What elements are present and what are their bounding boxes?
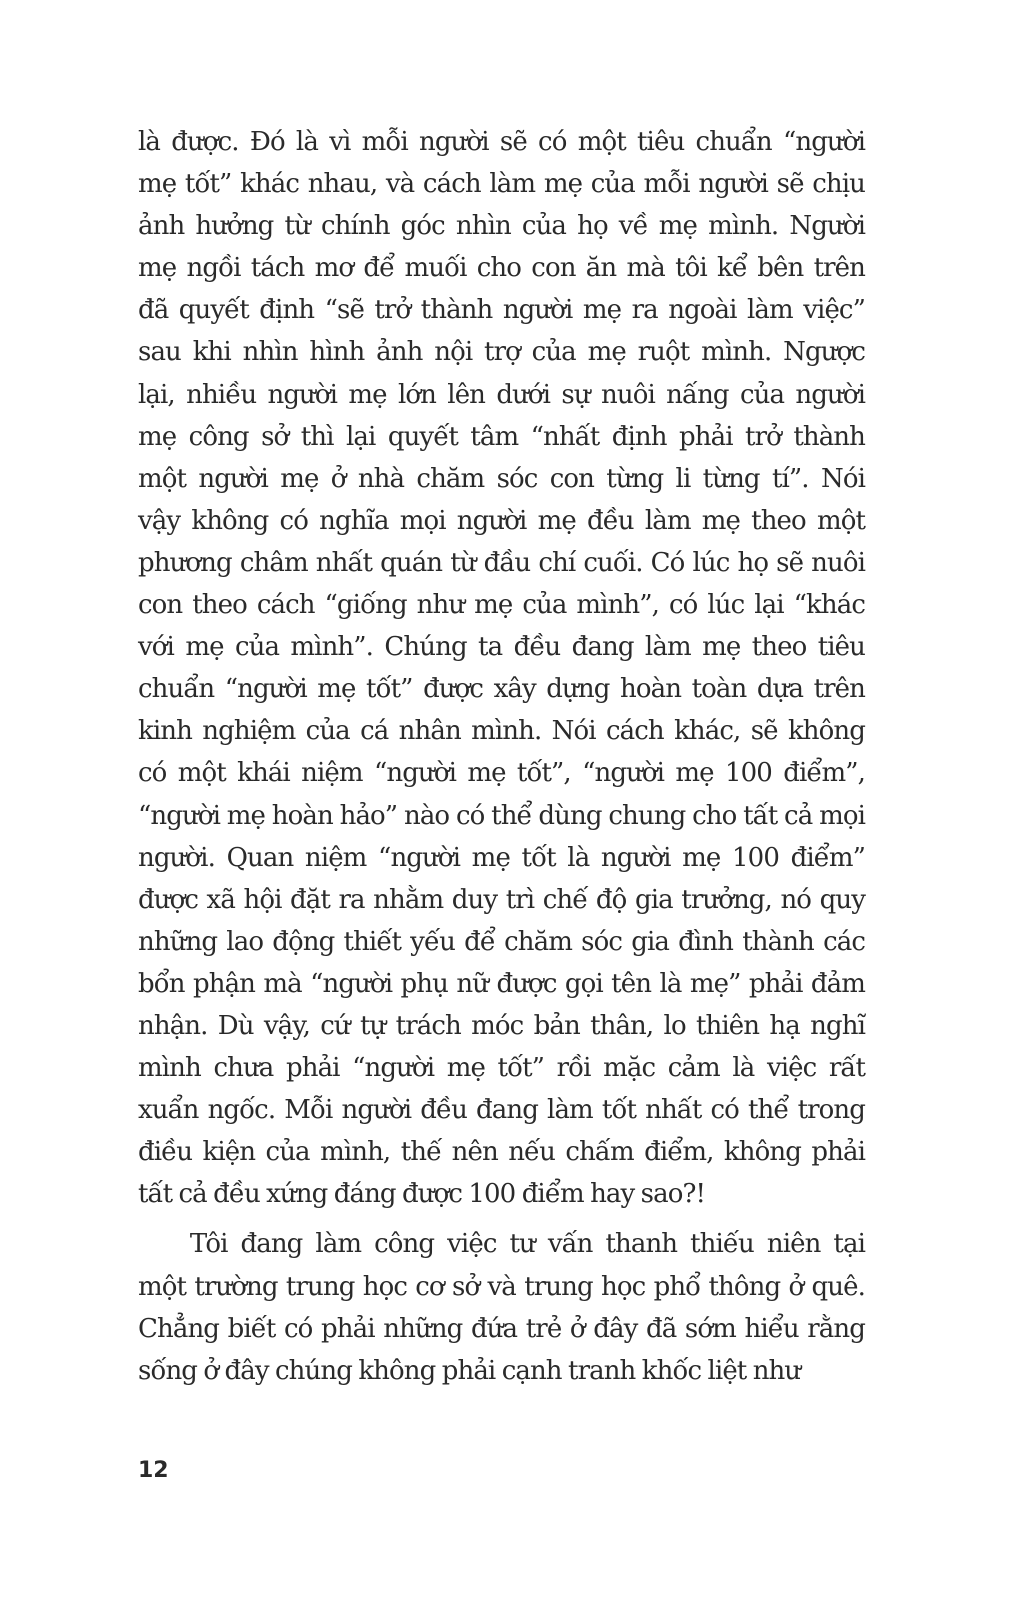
- text-line: một người mẹ ở nhà chăm sóc con từng li từng tí”. Nói: [138, 463, 865, 494]
- text-line: là được. Đó là vì mỗi người sẽ có một tiêu chuẩn “người: [138, 127, 865, 157]
- text-line: mình chưa phải “người mẹ tốt” rồi mặc cảm là việc rất: [138, 1053, 865, 1084]
- body-text: [138, 121, 865, 1392]
- text-line: mẹ tốt” khác nhau, và cách làm mẹ của mỗi người sẽ chịu: [138, 169, 865, 200]
- text-line: điều kiện của mình, thế nên nếu chấm điểm, không phải: [138, 1137, 865, 1168]
- text-line: sống ở đây chúng không phải cạnh tranh khốc liệt như: [138, 1355, 801, 1386]
- text-line: chuẩn “người mẹ tốt” được xây dựng hoàn toàn dựa trên: [138, 674, 865, 705]
- text-line: lại, nhiều người mẹ lớn lên dưới sự nuôi nấng của người: [138, 379, 865, 410]
- page-number: 12: [138, 1458, 169, 1483]
- text-line: Chẳng biết có phải những đứa trẻ ở đây đã sớm hiểu rằng: [138, 1313, 865, 1344]
- text-line: những lao động thiết yếu để chăm sóc gia đình thành các: [138, 926, 865, 957]
- text-line: Tôi đang làm công việc tư vấn thanh thiếu niên tại: [138, 1229, 865, 1260]
- text-line: với mẹ của mình”. Chúng ta đều đang làm mẹ theo tiêu: [138, 632, 865, 663]
- text-line: kinh nghiệm của cá nhân mình. Nói cách khác, sẽ không: [138, 716, 865, 747]
- text-line: bổn phận mà “người phụ nữ được gọi tên là mẹ” phải đảm: [138, 968, 865, 999]
- text-line: mẹ công sở thì lại quyết tâm “nhất định phải trở thành: [138, 421, 865, 452]
- text-line: tất cả đều xứng đáng được 100 điểm hay sao?!: [138, 1179, 706, 1210]
- text-line: sau khi nhìn hình ảnh nội trợ của mẹ ruột mình. Ngược: [138, 337, 865, 368]
- text-line: phương châm nhất quán từ đầu chí cuối. Có lúc họ sẽ nuôi: [138, 547, 865, 578]
- text-line: ảnh hưởng từ chính góc nhìn của họ về mẹ mình. Người: [138, 211, 865, 242]
- text-line: người. Quan niệm “người mẹ tốt là người mẹ 100 điểm”: [138, 842, 865, 873]
- text-line: có một khái niệm “người mẹ tốt”, “người mẹ 100 điểm”,: [138, 758, 865, 789]
- text-line: đã quyết định “sẽ trở thành người mẹ ra ngoài làm việc”: [138, 295, 865, 326]
- paragraph-gap: [138, 1215, 865, 1223]
- text-line: một trường trung học cơ sở và trung học phổ thông ở quê.: [138, 1271, 865, 1302]
- text-line: mẹ ngồi tách mơ để muối cho con ăn mà tôi kể bên trên: [138, 253, 865, 284]
- text-line: con theo cách “giống như mẹ của mình”, có lúc lại “khác: [138, 590, 865, 621]
- paragraph: [138, 121, 865, 1215]
- paragraph: [138, 1223, 865, 1391]
- text-line: “người mẹ hoàn hảo” nào có thể dùng chung cho tất cả mọi: [138, 800, 865, 831]
- text-line: xuẩn ngốc. Mỗi người đều đang làm tốt nhất có thể trong: [138, 1095, 865, 1126]
- text-line: vậy không có nghĩa mọi người mẹ đều làm mẹ theo một: [138, 505, 865, 536]
- text-line: nhận. Dù vậy, cứ tự trách móc bản thân, lo thiên hạ nghĩ: [138, 1010, 865, 1041]
- text-line: được xã hội đặt ra nhằm duy trì chế độ gia trưởng, nó quy: [138, 884, 865, 915]
